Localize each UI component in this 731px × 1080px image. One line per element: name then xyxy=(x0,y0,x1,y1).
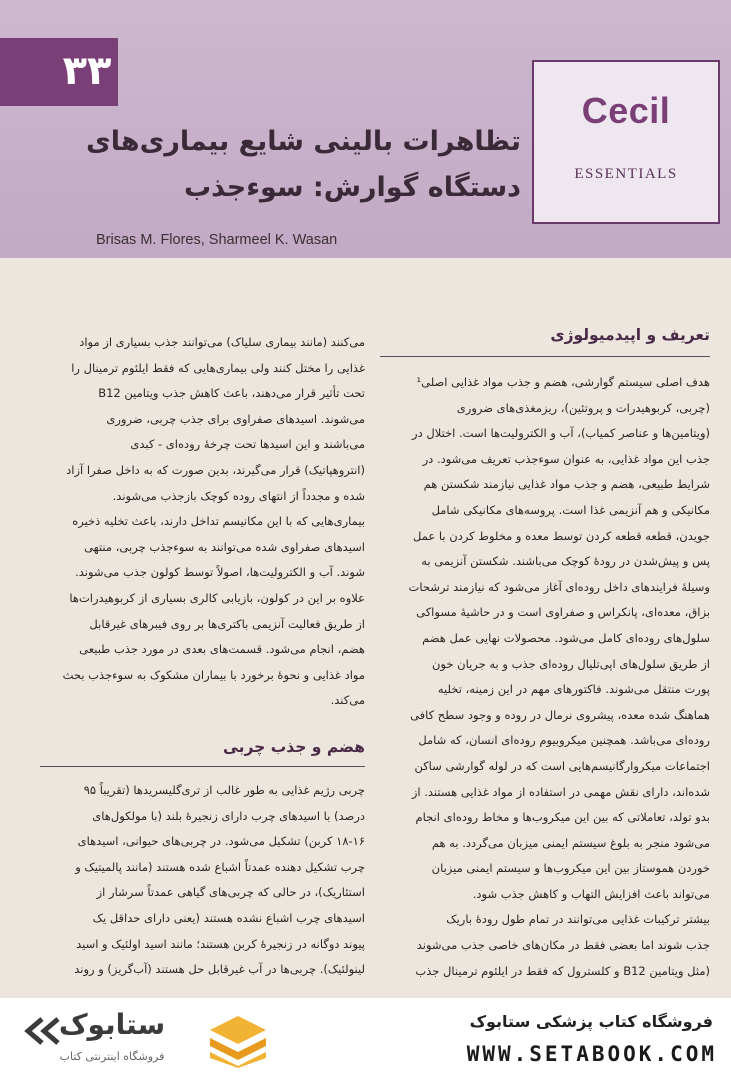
section-divider xyxy=(380,356,710,357)
text-line: اسیدهای چرب اشباع نشده هستند (یعنی دارای حداقل یک xyxy=(92,910,365,925)
text-line: شرایط طبیعی، هضم و جذب مواد غذایی نیازمند شکستن هم xyxy=(423,477,710,492)
chapter-authors: Brisas M. Flores, Sharmeel K. Wasan xyxy=(96,232,338,248)
text-line: پورت منتقل می‌شوند. فاکتورهای مهم در این زمینه، تخلیه xyxy=(437,682,710,697)
text-line: (ویتامین‌ها و عناصر کمیاب)، آب و الکترولیت‌ها است. اختلال در xyxy=(412,426,710,441)
store-url[interactable]: WWW.SETABOOK.COM xyxy=(466,1042,717,1066)
text-line: سلول‌های روده‌ای کامل می‌شود. محصولات نهایی عمل هضم xyxy=(422,630,710,645)
text-line: می‌کند. xyxy=(330,693,365,708)
text-line: جذب این مواد غذایی، به عنوان سوءجذب تعریف می‌شود. در xyxy=(422,451,710,466)
text-line: می‌تواند باعث افزایش التهاب و کاهش جذب شود. xyxy=(472,886,710,901)
page-number: ۳۳ xyxy=(62,48,112,94)
text-line: شده و مجدداً از انتهای روده کوچک بازجذب می‌شوند. xyxy=(112,488,365,503)
text-line: تحت تأثیر قرار می‌دهند، باعث کاهش جذب ویتامین B12 xyxy=(98,386,365,401)
text-line: وسیلهٔ فرایندهای داخل روده‌ای آغاز می‌شود که نیازمند ترشحات xyxy=(408,579,710,594)
text-line: (انتروهپاتیک) قرار می‌گیرند، بدین صورت که به داخل صفرا آزاد xyxy=(66,462,365,477)
text-line: اسیدهای صفراوی شده می‌توانند به سوءجذب چربی، منتهی xyxy=(84,539,365,554)
text-line: از طریق فعالیت آنزیمی باکتری‌ها بر روی فیبرهای غیرقابل xyxy=(89,616,365,631)
text-line: بیماری‌هایی که با این مکانیسم تداخل دارند، باعث تخلیه ذخیره xyxy=(72,514,365,529)
text-line: بیشتر ترکیبات غذایی می‌توانند در تمام طول رودهٔ باریک xyxy=(446,912,710,927)
text-line: پس و پیش‌شدن در رودهٔ کوچک می‌باشند. شکستن آنزیمی به xyxy=(421,554,710,569)
text-line: از طریق سلول‌های اپی‌تلیال روده‌ای جذب و به جریان خون xyxy=(431,656,710,671)
chapter-title-line-1: تظاهرات بالینی شایع بیماری‌های xyxy=(85,126,521,157)
text-line: می‌کنند (مانند بیماری سلیاک) می‌توانند جذب بسیاری از مواد xyxy=(79,335,365,349)
store-logo-wordmark: ستابوک xyxy=(58,1008,166,1041)
text-line: علاوه بر این در کولون، بازیابی کالری بسیاری از کربوهیدرات‌ها xyxy=(69,590,365,605)
text-line: مواد غذایی و نحوهٔ برخورد با بیماران مشکوک به سوءجذب بحث xyxy=(62,667,365,682)
text-line: جذب شوند اما بعضی فقط در مکان‌های خاصی جذب می‌شوند xyxy=(416,938,710,953)
section-divider xyxy=(40,766,365,767)
section-heading-definition: تعریف و اپیدمیولوژی xyxy=(550,326,710,344)
left-column-fat-text xyxy=(40,778,365,983)
store-name: فروشگاه کتاب پزشکی ستابوک xyxy=(469,1012,713,1031)
text-line: استئاریک)، در حالی که چربی‌های گیاهی عمدتاً سرشار از xyxy=(96,885,365,900)
text-line: روده‌ای می‌باشد. همچنین میکروبیوم روده‌ای انسان، که شامل xyxy=(418,733,710,748)
text-line: درصد) با اسیدهای چرب دارای زنجیرهٔ بلند (با مولکول‌های xyxy=(92,808,365,823)
right-column-text xyxy=(380,370,710,984)
text-line: می‌شود منجر به بلوغ سیستم ایمنی میزبان می‌گردد. به هم xyxy=(431,835,710,850)
text-line: غذایی را مختل کنند ولی بیماری‌هایی که فقط ایلئوم ترمینال را xyxy=(71,360,365,375)
text-line: شده‌اند، دارای نقش مهمی در استفاده از مواد غذایی هستند. از xyxy=(411,784,710,799)
text-line: لینولئیک). چربی‌ها در آب غیرقابل حل هستند (آب‌گریز) و روند xyxy=(74,962,365,977)
store-logo-tagline: فروشگاه اینترنتی کتاب xyxy=(59,1050,165,1063)
book-stack-icon xyxy=(208,1014,268,1068)
text-line: هماهنگ شده معده، پیشروی نرمال در روده و وجود سطح کافی xyxy=(410,707,710,722)
store-footer xyxy=(0,998,731,1080)
text-line: (چربی، کربوهیدرات و پروتئین)، ریزمغذی‌های ضروری xyxy=(456,400,710,415)
cecil-brand: Cecil xyxy=(581,90,671,131)
left-column-text xyxy=(40,330,365,714)
text-line: می‌شوند. اسیدهای صفراوی برای جذب چربی، ضروری xyxy=(106,411,365,426)
text-line: پیوند دوگانه در زنجیرهٔ کربن هستند؛ مانند اسید اولئیک و اسید xyxy=(76,936,365,951)
text-line: بزاق، معده‌ای، پانکراس و صفراوی است و در حاشیهٔ مسواکی xyxy=(416,605,710,620)
text-line: (مثل ویتامین B12 و کلسترول که فقط در ایلئوم ترمینال جذب xyxy=(415,963,710,978)
chapter-title-line-2: دستگاه گوارش: سوءجذب xyxy=(184,172,521,203)
text-line: مکانیکی و هم آنزیمی غذا است. پروسه‌های مکانیکی شامل xyxy=(431,502,710,517)
text-line: ۱۸-۱۶ کربن) تشکیل می‌شود. در چربی‌های حیوانی، اسیدهای xyxy=(77,834,365,849)
text-line: چربی رژیم غذایی به طور غالب از تری‌گلیسریدها (تقریباً ۹۵ xyxy=(83,783,365,797)
text-line: می‌باشند و این اسیدها تحت چرخهٔ روده‌ای - کبدی xyxy=(130,437,365,452)
text-line: شوند. آب و الکترولیت‌ها، اصولاً توسط کولون جذب می‌شوند. xyxy=(75,565,365,580)
text-line: هدف اصلی سیستم گوارشی، هضم و جذب مواد غذایی اصلی¹ xyxy=(416,375,710,389)
text-line: خوردن هموستاز بین این میکروب‌ها و سیستم ایمنی میزبان xyxy=(431,861,710,876)
text-line: چرب تشکیل دهنده عمدتاً اشباع شده هستند (مانند پالمیتیک و xyxy=(75,859,365,874)
cecil-essentials-logo xyxy=(532,60,720,224)
text-line: بدو تولد، تعاملاتی که بین این میکروب‌ها و مخاط روده‌ای انجام xyxy=(415,810,710,825)
text-line: اجتماعات میکروارگانیسم‌هایی است که در لوله گوارشی ساکن xyxy=(414,758,710,773)
cecil-subtitle: ESSENTIALS xyxy=(574,166,678,182)
section-heading-fat-digestion: هضم و جذب چربی xyxy=(222,738,365,756)
text-line: جویدن، قطعه قطعه کردن توسط معده و مخلوط کردن با عمل xyxy=(413,528,710,543)
text-line: هضم، انجام می‌شود. قسمت‌های بعدی در مورد جذب طبیعی xyxy=(79,642,365,657)
